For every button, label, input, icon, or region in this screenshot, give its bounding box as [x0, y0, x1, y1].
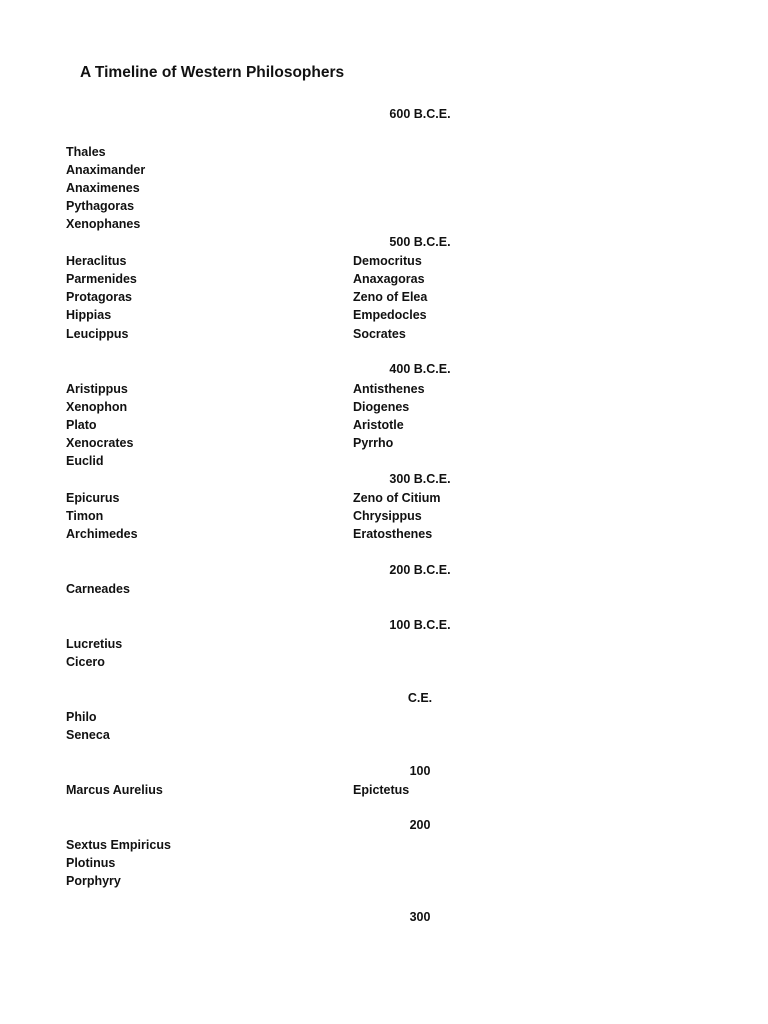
philosopher-name: Philo [66, 710, 97, 724]
philosopher-name: Hippias [66, 308, 112, 322]
philosopher-name: Zeno of Elea [353, 290, 428, 304]
philosopher-name: Anaxagoras [353, 272, 425, 286]
philosopher-name: Empedocles [353, 308, 427, 322]
philosopher-name: Lucretius [66, 637, 123, 651]
philosopher-name: Sextus Empiricus [66, 838, 171, 852]
philosopher-name: Seneca [66, 728, 110, 742]
era-heading: 600 B.C.E. [389, 107, 451, 121]
era-heading: 200 [409, 818, 431, 832]
philosopher-name: Protagoras [66, 290, 132, 304]
philosopher-name: Pythagoras [66, 199, 135, 213]
page-title: A Timeline of Western Philosophers [80, 64, 345, 81]
philosopher-name: Xenophanes [66, 217, 141, 231]
philosopher-name: Plato [66, 418, 97, 432]
philosopher-name: Zeno of Citium [353, 491, 441, 505]
philosopher-name: Socrates [353, 327, 406, 341]
philosopher-name: Cicero [66, 655, 105, 669]
philosopher-name: Timon [66, 509, 104, 523]
philosopher-name: Epicurus [66, 491, 120, 505]
philosopher-name: Aristippus [66, 382, 128, 396]
philosopher-name: Heraclitus [66, 254, 127, 268]
philosopher-name: Thales [66, 145, 106, 159]
era-heading: 100 B.C.E. [389, 618, 451, 632]
philosopher-name: Porphyry [66, 874, 121, 888]
philosopher-name: Eratosthenes [353, 527, 433, 541]
era-heading: 100 [409, 764, 431, 778]
philosopher-name: Aristotle [353, 418, 404, 432]
philosopher-name: Parmenides [66, 272, 137, 286]
philosopher-name: Carneades [66, 582, 130, 596]
philosopher-name: Antisthenes [353, 382, 425, 396]
era-heading: 500 B.C.E. [389, 235, 451, 249]
philosopher-name: Marcus Aurelius [66, 783, 163, 797]
philosopher-name: Archimedes [66, 527, 138, 541]
philosopher-name: Democritus [353, 254, 422, 268]
philosopher-name: Pyrrho [353, 436, 394, 450]
era-heading: 300 [409, 910, 431, 924]
philosopher-name: Xenophon [66, 400, 128, 414]
philosopher-name: Chrysippus [353, 509, 422, 523]
era-heading: 400 B.C.E. [389, 362, 451, 376]
philosopher-name: Anaximenes [66, 181, 140, 195]
philosopher-name: Euclid [66, 454, 104, 468]
era-heading: C.E. [407, 691, 433, 705]
philosopher-name: Leucippus [66, 327, 129, 341]
philosopher-name: Diogenes [353, 400, 410, 414]
philosopher-name: Plotinus [66, 856, 116, 870]
era-heading: 300 B.C.E. [389, 472, 451, 486]
philosopher-name: Epictetus [353, 783, 410, 797]
philosopher-name: Xenocrates [66, 436, 134, 450]
philosopher-name: Anaximander [66, 163, 146, 177]
era-heading: 200 B.C.E. [389, 563, 451, 577]
